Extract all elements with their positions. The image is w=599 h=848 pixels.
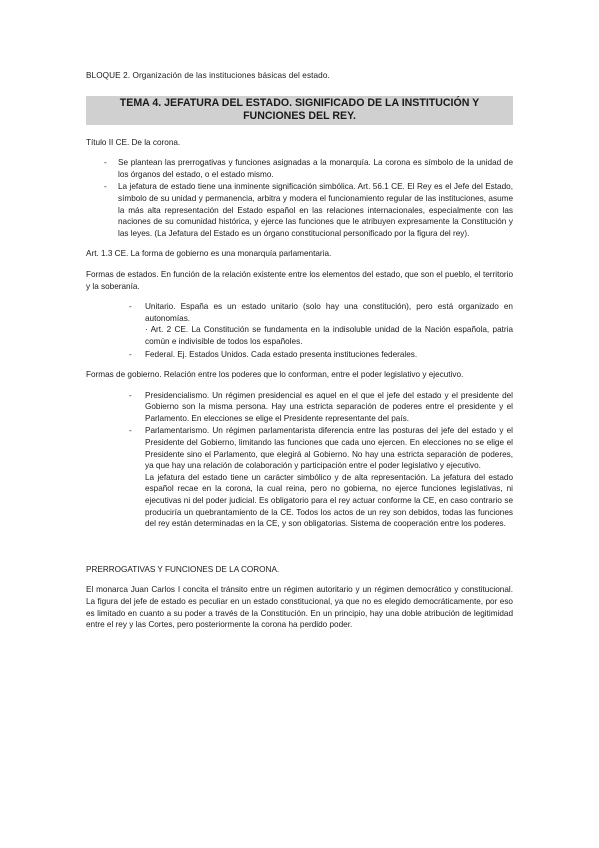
- list-item-text: La jefatura de estado tiene una inminente significación simbólica. Art. 56.1 CE. El Rey es el Jefe del Estado, símbolo de su unidad y permanencia, arbitra y modera el funcionamiento regular de las instituciones, asume la más alta representación del Estado español en las relaciones internacionales, especialmente con las naciones de su comunidad histórica, y ejerce las funciones que le atribuyen expresamente la Constitución y las leyes. (La Jefatura del Estado es un órgano constitucional personificado por la figura del rey).: [118, 182, 513, 238]
- prerrogativas-paragraph: El monarca Juan Carlos I concita el tránsito entre un régimen autoritario y un régimen democrático y constitucional. La figura del jefe de estado es peculiar en un estado constitucional, ya que no es elegido democráticamente, por eso es limitado en cuanto a su poder a través de la Constitución. En un principio, hay una doble atribución de legitimidad entre el rey y las Cortes, pero posteriormente la corona ha perdido poder.: [86, 585, 513, 630]
- list-item: [86, 349, 513, 361]
- prerrogativas-heading: PRERROGATIVAS Y FUNCIONES DE LA CORONA.: [86, 564, 280, 574]
- dash-bullet-icon: -: [104, 182, 107, 192]
- list-item-text: Parlamentarismo. Un régimen parlamentarista diferencia entre las posturas del jefe del estado y el Presidente del Gobierno, limitando las funciones que cada uno ejercen. En elecciones no se elige el Presidente sino el Parlamento, que elegirá al Gobierno. No hay una estricta separación de poderes, ya que hay una relación de colaboración y participación entre el poder legislativo y ejecutivo.: [145, 426, 513, 471]
- formas-gobierno-list: [86, 390, 513, 530]
- list-item: [86, 157, 513, 180]
- dash-bullet-icon: -: [104, 158, 107, 168]
- formas-estados-intro: Formas de estados. En función de la relación existente entre los elementos del estado, que son el pueblo, el territorio y la soberanía.: [86, 269, 513, 291]
- dash-bullet-icon: -: [129, 302, 132, 312]
- list-item-text: Unitario. España es un estado unitario (solo hay una constitución), pero está organizado en autonomías.: [145, 302, 513, 323]
- list-item-note: La jefatura del estado tiene un carácter simbólico y de alta representación. La jefatura del estado español recae en la corona, la cual reina, pero no gobierna, no ejerce funciones legislativas, ni ejecutivas ni del poder judicial. Es obligatorio para el rey actuar conforme la CE, en caso contrario se produciría un quebrantamiento de la CE. Todos los actos de un rey son debidos, todas las funciones del rey están determinadas en la CE, y son obligatorias. Sistema de cooperación entre los poderes.: [145, 472, 513, 529]
- list-item: [86, 181, 513, 239]
- dash-bullet-icon: -: [129, 426, 132, 436]
- list-item: [86, 425, 513, 529]
- dash-bullet-icon: -: [129, 390, 132, 400]
- block-header: BLOQUE 2. Organización de las instituciones básicas del estado.: [86, 71, 330, 80]
- page-title: TEMA 4. JEFATURA DEL ESTADO. SIGNIFICADO DE LA INSTITUCIÓN Y FUNCIONES DEL REY.: [86, 96, 513, 125]
- section-bullet-list: [86, 157, 513, 239]
- list-item-text: Federal. Ej. Estados Unidos. Cada estado presenta instituciones federales.: [145, 349, 418, 359]
- formas-gobierno-intro: Formas de gobierno. Relación entre los poderes que lo conforman, entre el poder legislativo y ejecutivo.: [86, 370, 464, 380]
- formas-estados-list: [86, 301, 513, 360]
- dash-bullet-icon: -: [129, 349, 132, 359]
- list-item-note: · Art. 2 CE. La Constitución se fundamenta en la indisoluble unidad de la Nación española, patria común e indivisible de todos los españoles.: [145, 325, 513, 346]
- section-title: Título II CE. De la corona.: [86, 137, 181, 147]
- art-13-paragraph: Art. 1.3 CE. La forma de gobierno es una monarquía parlamentaria.: [86, 249, 332, 259]
- list-item: [86, 390, 513, 425]
- list-item-text: Presidencialismo. Un régimen presidencial es aquel en el que el jefe del estado y el presidente del Gobierno son la misma persona. Hay una estricta separación de poderes entre el presidente y el Parlamento. En elecciones se elige el Presidente representante del país.: [145, 390, 513, 423]
- list-item: [86, 301, 513, 347]
- list-item-text: Se plantean las prerrogativas y funciones asignadas a la monarquía. La corona es símbolo de la unidad de los órganos del estado, o el estado mismo.: [118, 158, 513, 179]
